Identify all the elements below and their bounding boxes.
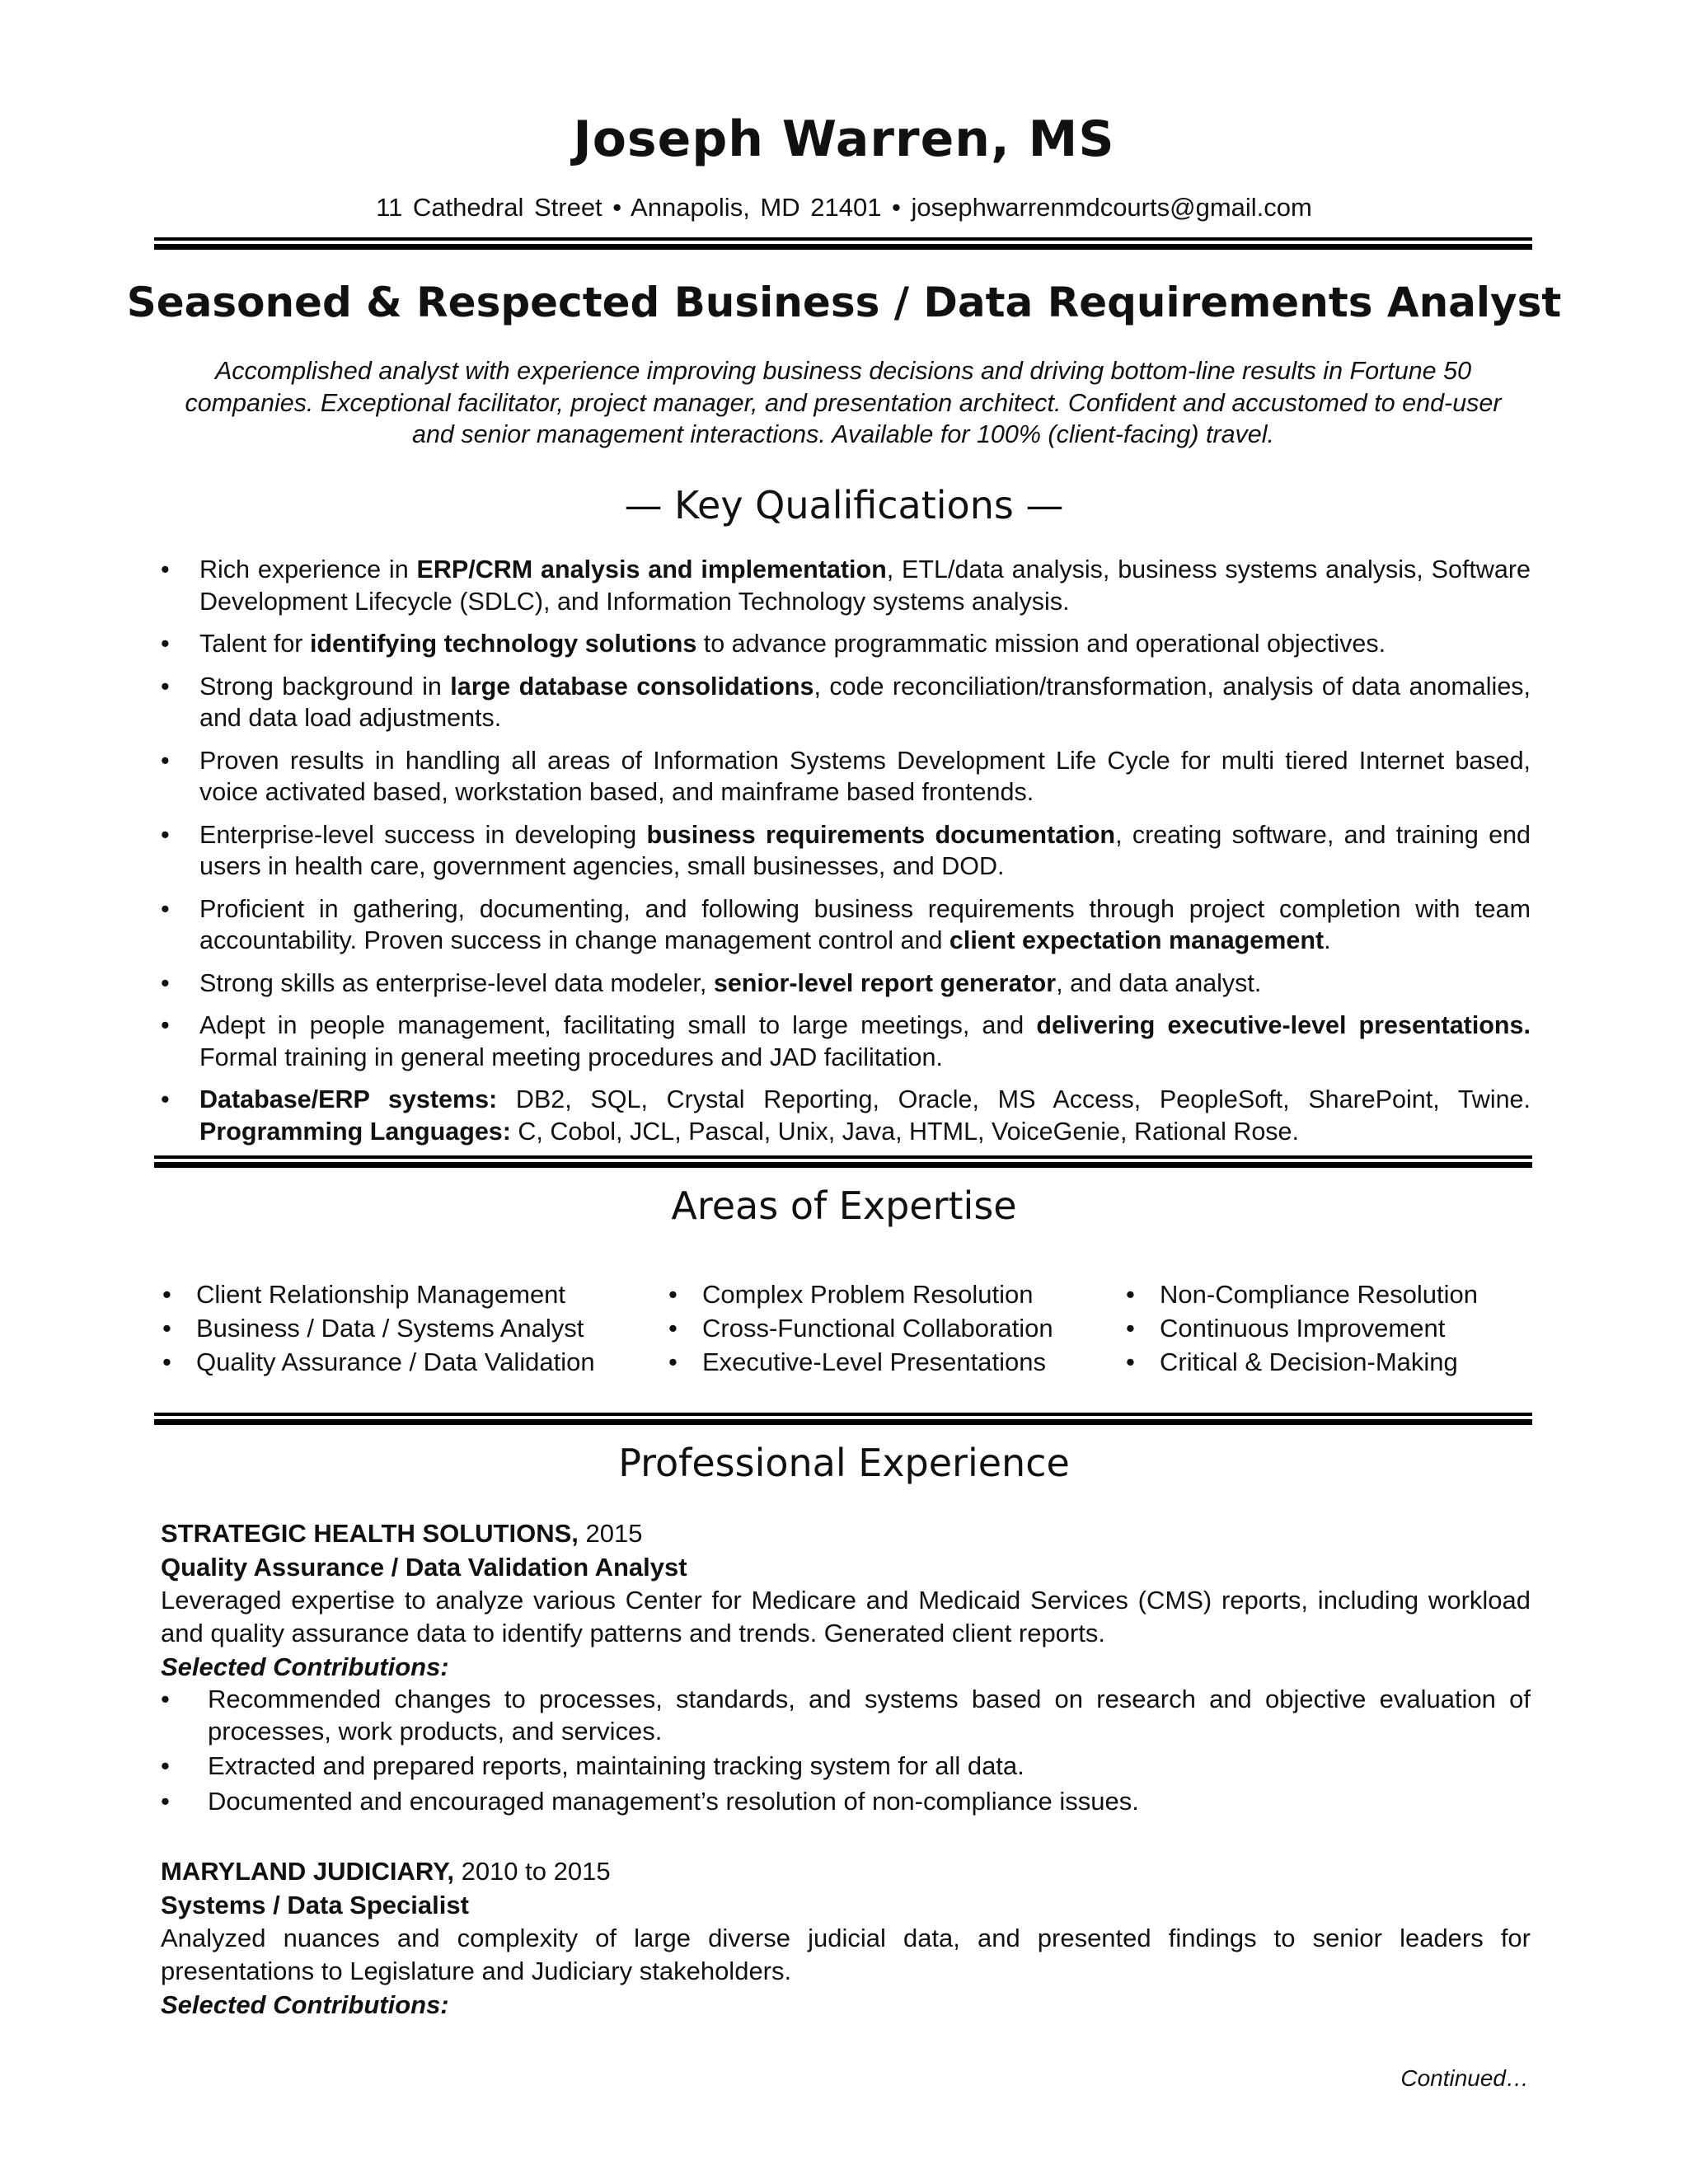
contributions-list — [161, 1684, 1531, 1817]
qualification-text: C, Cobol, JCL, Pascal, Unix, Java, HTML, VoiceGenie, Rational Rose. — [510, 1117, 1299, 1146]
qualification-emphasis: identifying technology solutions — [309, 630, 697, 658]
qualification-text: Proven results in handling all areas of Information Systems Development Life Cycle for multi tiered Internet based, voice activated based, workstation based, and mainframe based frontends. — [199, 746, 1531, 806]
qualification-item — [161, 893, 1531, 957]
job-entry — [161, 1516, 1531, 1821]
qualification-emphasis: business requirements documentation — [646, 820, 1116, 849]
qualification-item — [161, 1010, 1531, 1073]
expertise-item: • Complex Problem Resolution — [668, 1277, 1114, 1311]
qualification-item — [161, 968, 1531, 1000]
qualification-emphasis: senior-level report generator — [713, 968, 1057, 997]
areas-of-expertise-heading: Areas of Expertise — [671, 1183, 1017, 1228]
job-description: Leveraged expertise to analyze various Center for Medicare and Medicaid Services (CMS) reports, including workload and quality assurance data to identify patterns and trends. Generated client reports. — [161, 1586, 1531, 1647]
contributions-label: Selected Contributions: — [161, 1990, 449, 2019]
qualification-text: Strong skills as enterprise-level data modeler, — [199, 968, 714, 997]
qualification-emphasis: client expectation management — [949, 926, 1325, 954]
qualification-emphasis: delivering executive-level presentations. — [1036, 1011, 1531, 1039]
expertise-column-3 — [1126, 1277, 1538, 1379]
expertise-item: • Critical & Decision-Making — [1126, 1345, 1538, 1379]
expertise-item: • Continuous Improvement — [1126, 1311, 1538, 1345]
expertise-item: • Business / Data / Systems Analyst — [162, 1311, 657, 1345]
qualification-text: DB2, SQL, Crystal Reporting, Oracle, MS Access, PeopleSoft, SharePoint, Twine. — [497, 1085, 1531, 1113]
contact-line: 11 Cathedral Street • Annapolis, MD 21401 • josephwarrenmdcourts@gmail.com — [376, 193, 1312, 222]
qualifications-list — [161, 554, 1531, 1158]
job-company: STRATEGIC HEALTH SOLUTIONS, — [161, 1519, 579, 1548]
qualification-text: Adept in people management, facilitating small to large meetings, and — [199, 1011, 1037, 1039]
qualification-emphasis: ERP/CRM analysis and implementation — [416, 555, 887, 583]
job-company: MARYLAND JUDICIARY, — [161, 1857, 454, 1886]
job-dates: 2010 to 2015 — [461, 1857, 611, 1886]
summary: Accomplished analyst with experience improving business decisions and driving bottom-line results in Fortune 50 companies. Exceptional facilitator, project manager, and presentation architect. Confident and accustomed to end-user and senior management interactions. Available for 100% (client-facing) travel. — [185, 357, 1502, 448]
divider — [154, 1155, 1532, 1168]
qualification-text: Talent for — [199, 630, 310, 658]
expertise-item: • Cross-Functional Collaboration — [668, 1311, 1114, 1345]
continued-note: Continued… — [1400, 2065, 1529, 2091]
qualification-emphasis: Database/ERP systems: — [199, 1085, 498, 1113]
job-company-line — [161, 1854, 1531, 1888]
qualification-text: , ETL/data analysis, business systems analysis, Software Development Lifecycle (SDLC), and Information Technology systems analysis. — [199, 555, 1531, 616]
contribution-item: • Documented and encouraged management’s resolution of non-compliance issues. — [161, 1786, 1531, 1818]
qualification-item — [161, 1084, 1531, 1147]
qualification-text: , creating software, and training end users in health care, government agencies, small businesses, and DOD. — [199, 820, 1531, 880]
key-qualifications-heading: — Key Qualifications — — [624, 483, 1064, 527]
contributions-label: Selected Contributions: — [161, 1652, 449, 1681]
contribution-item: • Extracted and prepared reports, maintaining tracking system for all data. — [161, 1750, 1531, 1783]
expertise-item: • Client Relationship Management — [162, 1277, 657, 1311]
qualification-text: . — [1324, 926, 1331, 954]
qualification-text: Strong background in — [199, 672, 451, 701]
qualification-text: Proficient in gathering, documenting, and following business requirements through project completion with team accountability. Proven success in change management control and — [199, 894, 1531, 954]
professional-experience-heading: Professional Experience — [618, 1441, 1070, 1485]
qualification-item — [161, 745, 1531, 808]
qualification-item — [161, 628, 1531, 660]
expertise-item: • Non-Compliance Resolution — [1126, 1277, 1538, 1311]
qualification-text: Formal training in general meeting procedures and JAD facilitation. — [199, 1043, 943, 1071]
job-dates: 2015 — [585, 1519, 643, 1548]
headline: Seasoned & Respected Business / Data Requirements Analyst — [126, 279, 1562, 326]
qualification-text: , and data analyst. — [1056, 968, 1262, 997]
qualification-text: to advance programmatic mission and operational objectives. — [696, 630, 1386, 658]
qualification-emphasis: Programming Languages: — [199, 1117, 511, 1146]
contribution-item: • Recommended changes to processes, standards, and systems based on research and objective evaluation of processes, work products, and services. — [161, 1684, 1531, 1747]
expertise-column-2 — [668, 1277, 1114, 1379]
qualification-text: Rich experience in — [199, 555, 417, 583]
job-company-line — [161, 1516, 1531, 1550]
expertise-item: • Executive-Level Presentations — [668, 1345, 1114, 1379]
qualification-item — [161, 554, 1531, 617]
qualification-text: Enterprise-level success in developing — [199, 820, 647, 849]
qualification-item — [161, 671, 1531, 734]
job-description: Analyzed nuances and complexity of large diverse judicial data, and presented findings to senior leaders for presentations to Legislature and Judiciary stakeholders. — [161, 1924, 1531, 1985]
divider — [154, 1413, 1532, 1425]
candidate-name: Joseph Warren, MS — [573, 110, 1115, 168]
job-title: Systems / Data Specialist — [161, 1891, 469, 1919]
qualification-item — [161, 819, 1531, 883]
expertise-column-1 — [162, 1277, 657, 1379]
qualification-text: , code reconciliation/transformation, analysis of data anomalies, and data load adjustments. — [199, 672, 1531, 732]
qualification-emphasis: large database consolidations — [450, 672, 814, 701]
job-title: Quality Assurance / Data Validation Analyst — [161, 1553, 687, 1582]
job-entry — [161, 1854, 1531, 2022]
expertise-item: • Quality Assurance / Data Validation — [162, 1345, 657, 1379]
divider — [154, 237, 1532, 250]
